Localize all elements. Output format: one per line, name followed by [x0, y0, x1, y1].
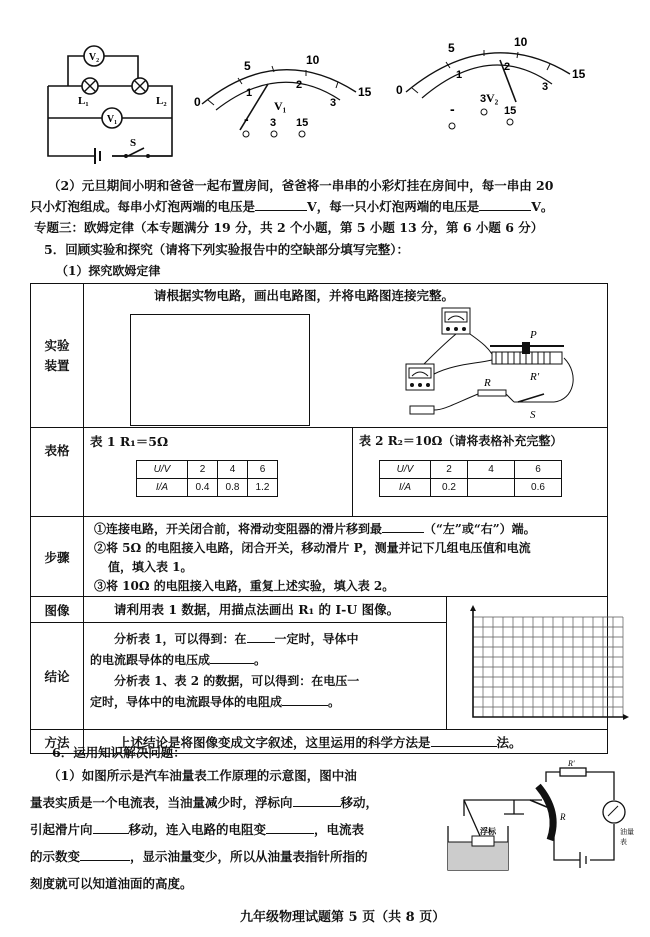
step-2: ②将 5Ω 的电阻接入电路，闭合开关，移动滑片 P，测量并记下几组电压值和电流 — [94, 541, 531, 555]
concl1-text-a: 分析表 1，可以得到：在 — [114, 632, 247, 646]
q6-blank-1[interactable] — [293, 794, 341, 807]
table-label: 表格 — [31, 428, 84, 517]
q6-l4-b: ，显示油量变少，所以从油量表指针所指的 — [130, 849, 368, 864]
q6-l3-a: 引起滑片向 — [30, 822, 93, 837]
voltmeter-v1 — [188, 48, 378, 144]
q6-l2-b: 移动， — [340, 795, 379, 810]
t2-u-0: 2 — [431, 461, 468, 479]
tables-cell — [84, 428, 608, 517]
t1-i-1: 0.8 — [218, 479, 248, 497]
q6-title: 6．运用知识解决问题： — [52, 745, 186, 760]
concl2-text-a: 分析表 1、表 2 的数据，可以得到：在电压一 — [114, 674, 360, 688]
q2-text-b: V，每一只小灯泡两端的电压是 — [307, 199, 480, 214]
q2-line2 — [30, 197, 553, 215]
meter1-tick-0: 0 — [194, 95, 201, 109]
meter2-tick-10: 10 — [514, 35, 528, 49]
t1-i-0: 0.4 — [188, 479, 218, 497]
meter2-term-3: 3 — [480, 93, 487, 105]
meter2-tick-15: 15 — [572, 67, 586, 81]
meter2-tick-5: 5 — [448, 41, 455, 55]
meter2-tick-2: 2 — [504, 61, 511, 73]
step1-text-b: （“左”或“右”）端。 — [424, 522, 536, 536]
table2-title: 表 2 R₂＝10Ω（请将表格补充完整） — [359, 434, 563, 448]
q6-line2 — [30, 793, 378, 811]
fuel-gauge-diagram — [442, 759, 634, 882]
q6-l2-a: 量表实质是一个电流表，当油量减少时，浮标向 — [30, 795, 293, 810]
concl2-text-c: 。 — [328, 695, 341, 709]
apparatus-s: S — [530, 409, 536, 421]
concl1-text-c: 的电流跟导体的电压成 — [90, 653, 211, 667]
v2-label: V₂ — [88, 52, 100, 63]
q2-line1: （2）元旦期间小明和爸爸一起布置房间，爸爸将一串串的小彩灯挂在房间中，每一串由 20 — [48, 178, 554, 193]
concl-blank-3[interactable] — [282, 693, 328, 706]
t1-header-i: I/A — [137, 479, 188, 497]
setup-cell — [84, 284, 608, 428]
q5-title: 5．回顾实验和探究（请将下列实验报告中的空缺部分填写完整）： — [44, 242, 409, 257]
l2-label: L₂ — [156, 95, 167, 107]
meter2-term-15: 15 — [504, 105, 517, 117]
q2-text-a: 只小灯泡组成。每串小灯泡两端的电压是 — [30, 199, 256, 214]
apparatus-rprime: R′ — [530, 371, 540, 383]
q6-blank-4[interactable] — [80, 848, 130, 861]
method-text-b: 法。 — [496, 735, 522, 750]
t1-header-u: U/V — [137, 461, 188, 479]
meter1-tick-5: 5 — [244, 59, 251, 73]
meter1-term-15: 15 — [296, 117, 309, 129]
graph-cell — [84, 597, 608, 730]
fig-r-label: R — [560, 812, 566, 822]
step-3: ③将 10Ω 的电阻接入电路，重复上述实验，填入表 2。 — [94, 579, 395, 593]
voltmeter-v2 — [392, 30, 592, 142]
table1-area — [84, 428, 353, 516]
experiment-report-table — [30, 283, 608, 754]
fig-meter-label-2: 表 — [620, 838, 627, 846]
t1-u-0: 2 — [188, 461, 218, 479]
method-blank[interactable] — [431, 734, 497, 747]
q6-l3-b: 移动，连入电路的电阻变 — [128, 822, 267, 837]
switch-label: S — [130, 137, 137, 149]
q6-l4-a: 的示数变 — [30, 849, 81, 864]
table1-title: 表 1 R₁＝5Ω — [90, 434, 169, 449]
concl1-text-b: 一定时，导体中 — [274, 632, 359, 646]
meter2-tick-0: 0 — [396, 83, 403, 97]
concl2-text-b: 定时，导体中的电流跟导体的电阻成 — [90, 695, 283, 709]
t1-i-2: 1.2 — [248, 479, 278, 497]
steps-label: 步骤 — [31, 517, 84, 597]
t2-i-blank[interactable] — [468, 479, 515, 497]
v1-label: V₁ — [106, 114, 118, 125]
setup-label: 实验装置 — [31, 284, 84, 428]
t2-u-2: 6 — [515, 461, 562, 479]
fig-meter-label-1: 油量 — [620, 828, 634, 836]
t2-i-2: 0.6 — [515, 479, 562, 497]
apparatus-r: R — [484, 377, 491, 389]
q6-blank-2[interactable] — [93, 821, 129, 834]
circuit-drawing-box[interactable] — [130, 314, 310, 426]
meter1-label: V₁ — [274, 99, 287, 113]
meter2-tick-1: 1 — [456, 69, 463, 81]
q6-blank-3[interactable] — [266, 821, 314, 834]
meter1-term-neg: - — [244, 111, 249, 127]
apparatus-p: P — [530, 329, 537, 341]
apparatus-diagram — [404, 304, 594, 424]
page-footer: 九年级物理试题第 5 页（共 8 页） — [240, 910, 446, 925]
table2 — [379, 460, 562, 497]
meter1-tick-15: 15 — [358, 85, 372, 99]
concl-blank-1[interactable] — [247, 630, 275, 643]
q5-subtitle: （1）探究欧姆定律 — [56, 264, 161, 278]
concl-blank-2[interactable] — [210, 651, 254, 664]
step-2-cont: 值，填入表 1。 — [108, 560, 193, 574]
meter2-label: V₂ — [486, 91, 499, 105]
meter1-term-3: 3 — [270, 117, 277, 129]
conclusion-label: 结论 — [31, 623, 84, 730]
setup-instruction: 请根据实物电路，画出电路图，并将电路图连接完整。 — [154, 288, 455, 303]
step1-text-a: ①连接电路，开关闭合前，将滑动变阻器的滑片移到最 — [94, 522, 383, 536]
step-1 — [94, 520, 607, 539]
iu-graph-grid[interactable] — [463, 603, 633, 727]
fig-float-label: 浮标 — [480, 826, 496, 836]
topic3-heading: 专题三：欧姆定律（本专题满分 19 分，共 2 个小题，第 5 小题 13 分，第 6 小题 6 分） — [34, 220, 544, 235]
q2-blank-1[interactable] — [255, 198, 307, 211]
q6-l3-c: ，电流表 — [314, 822, 365, 837]
meter2-term-neg: - — [450, 101, 455, 117]
q2-text-c: V。 — [531, 199, 554, 214]
q6-line1: （1）如图所示是汽车油量表工作原理的示意图，图中油 — [48, 768, 357, 783]
q6-line4 — [30, 847, 368, 865]
table1 — [136, 460, 278, 497]
conclusion-text — [84, 623, 446, 713]
l1-label: L₁ — [78, 95, 89, 107]
t2-u-1: 4 — [468, 461, 515, 479]
t2-i-0: 0.2 — [431, 479, 468, 497]
t1-u-2: 6 — [248, 461, 278, 479]
step1-blank[interactable] — [382, 520, 424, 533]
graph-label: 图像 — [31, 597, 84, 623]
graph-instruction: 请利用表 1 数据，用描点法画出 R₁ 的 I-U 图像。 — [84, 597, 446, 623]
method-text-a: 上述结论是将图像变成文字叙述，这里运用的科学方法是 — [118, 735, 431, 750]
meter1-tick-1: 1 — [246, 87, 253, 99]
meter1-tick-2: 2 — [296, 79, 303, 91]
meter1-tick-3: 3 — [330, 97, 337, 109]
method-label: 方法 — [31, 730, 84, 754]
fig-rprime-label: R′ — [568, 759, 575, 768]
concl1-text-d: 。 — [254, 653, 267, 667]
q6-line3 — [30, 820, 364, 838]
circuit-diagram — [40, 38, 180, 168]
q2-blank-2[interactable] — [479, 198, 531, 211]
q6-line5: 刻度就可以知道油面的高度。 — [30, 876, 193, 891]
steps-cell — [84, 517, 608, 597]
table2-area — [353, 428, 607, 516]
t2-header-u: U/V — [380, 461, 431, 479]
meter1-tick-10: 10 — [306, 53, 320, 67]
meter2-tick-3: 3 — [542, 81, 549, 93]
t1-u-1: 4 — [218, 461, 248, 479]
t2-header-i: I/A — [380, 479, 431, 497]
